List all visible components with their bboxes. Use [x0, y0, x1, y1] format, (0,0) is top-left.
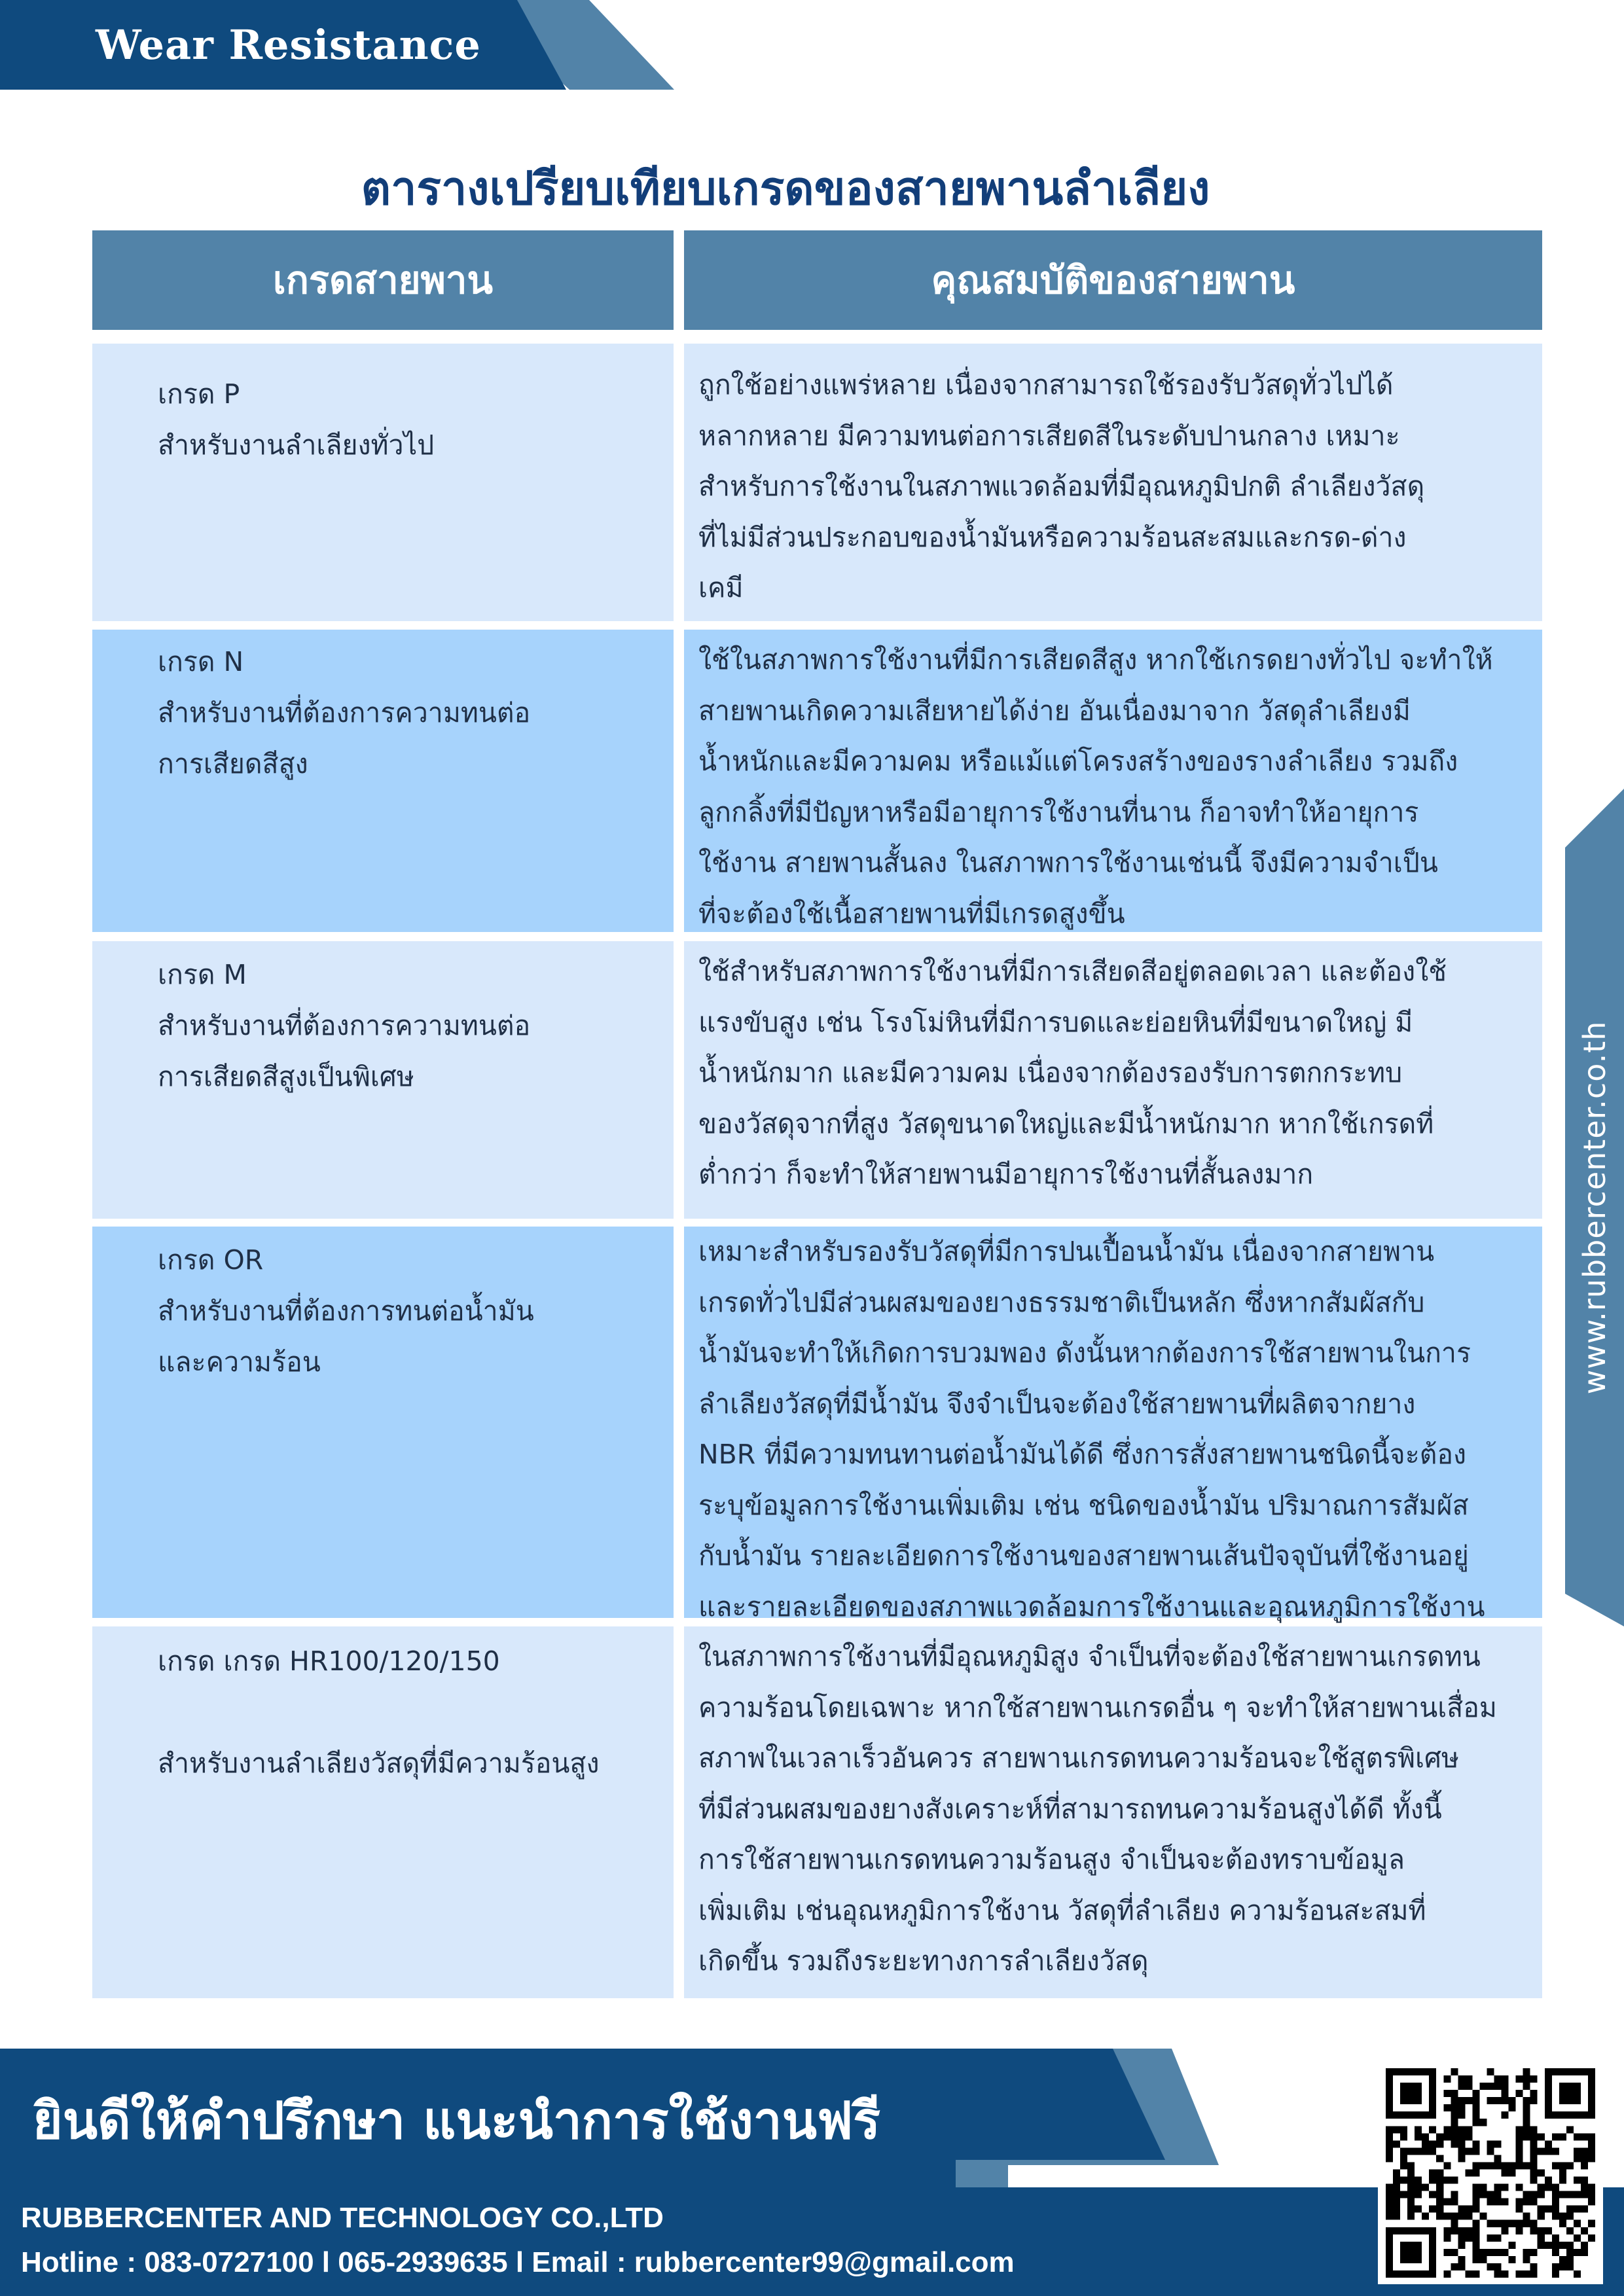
website-url[interactable]: www.rubbercenter.co.th — [1577, 1020, 1612, 1395]
desc-line: สภาพในเวลาเร็วอันควร สายพานเกรดทนความร้อนจะใช้สูตรพิเศษ — [698, 1742, 1460, 1774]
desc-line: ใช้ในสภาพการใช้งานที่มีการเสียดสีสูง หากใช้เกรดยางทั่วไป จะทำให้ — [698, 644, 1493, 675]
desc-line: น้ำหนักมาก และมีความคม เนื่องจากต้องรองรับการตกกระทบ — [698, 1057, 1403, 1088]
grade-usage: สำหรับงานที่ต้องการความทนต่อ — [158, 697, 531, 728]
desc-line: ที่มีส่วนผสมของยางสังเคราะห์ที่สามารถทนความร้อนสูงได้ดี ทั้งนี้ — [698, 1793, 1442, 1825]
grade-name: เกรด เกรด HR100/120/150 — [158, 1645, 500, 1677]
grade-usage: สำหรับงานที่ต้องการทนต่อน้ำมัน — [158, 1295, 534, 1327]
grade-name: เกรด P — [158, 378, 240, 410]
company-name: RUBBERCENTER AND TECHNOLOGY CO.,LTD — [21, 2202, 664, 2234]
desc-line: ใช้งาน สายพานสั้นลง ในสภาพการใช้งานเช่นนี้ จึงมีความจำเป็น — [698, 847, 1438, 878]
grade-usage: การเสียดสีสูงเป็นพิเศษ — [158, 1061, 414, 1092]
column-header-properties: คุณสมบัติของสายพาน — [684, 230, 1542, 330]
contact-info — [21, 2246, 1015, 2279]
qr-code-icon — [1384, 2068, 1597, 2278]
banner-title: Wear Resistance — [96, 21, 481, 69]
table-row-grade-p — [92, 344, 674, 621]
table-row-grade-n — [92, 630, 674, 932]
grade-name: เกรด OR — [158, 1244, 264, 1276]
table-row-grade-hr — [92, 1626, 674, 1998]
desc-line: กับน้ำมัน รายละเอียดการใช้งานของสายพานเส้นปัจจุบันที่ใช้งานอยู่ — [698, 1540, 1469, 1571]
desc-line: ต่ำกว่า ก็จะทำให้สายพานมีอายุการใช้งานที่สั้นลงมาก — [698, 1158, 1314, 1190]
desc-line: ลำเลียงวัสดุที่มีน้ำมัน จึงจำเป็นจะต้องใช้สายพานที่ผลิตจากยาง — [698, 1388, 1416, 1420]
table-row-desc-hr — [684, 1626, 1542, 1998]
desc-line: สายพานเกิดความเสียหายได้ง่าย อันเนื่องมาจาก วัสดุลำเลียงมี — [698, 694, 1411, 726]
top-banner — [0, 0, 681, 92]
table-row-grade-m — [92, 941, 674, 1219]
table-row-desc-n — [684, 630, 1542, 932]
grade-name: เกรด N — [158, 646, 244, 677]
grade-usage: สำหรับงานลำเลียงวัสดุที่มีความร้อนสูง — [158, 1748, 600, 1779]
desc-line: สำหรับการใช้งานในสภาพแวดล้อมที่มีอุณหภูมิปกติ ลำเลียงวัสดุ — [698, 471, 1425, 502]
table-row-desc-m — [684, 941, 1542, 1219]
contact-text[interactable]: Hotline : 083-0727100 l 065-2939635 l Email : rubbercenter99@gmail.com — [21, 2246, 1015, 2278]
desc-line: เหมาะสำหรับรองรับวัสดุที่มีการปนเปื้อนน้ำมัน เนื่องจากสายพาน — [698, 1236, 1435, 1267]
page-title: ตารางเปรียบเทียบเกรดของสายพานลำเลียง — [361, 162, 1210, 215]
slogan: ยินดีให้คำปรึกษา แนะนำการใช้งานฟรี — [33, 2092, 881, 2151]
desc-line: ระบุข้อมูลการใช้งานเพิ่มเติม เช่น ชนิดของน้ำมัน ปริมาณการสัมผัส — [698, 1489, 1469, 1521]
table-row-desc-or — [684, 1227, 1542, 1623]
desc-line: ของวัสดุจากที่สูง วัสดุขนาดใหญ่และมีน้ำหนักมาก หากใช้เกรดที่ — [698, 1107, 1434, 1139]
grade-spacer — [158, 1687, 674, 1738]
grade-name: เกรด M — [158, 959, 247, 990]
table-row-desc-p — [684, 344, 1542, 621]
desc-line: ที่จะต้องใช้เนื้อสายพานที่มีเกรดสูงขึ้น — [698, 897, 1125, 929]
desc-line: ในสภาพการใช้งานที่มีอุณหภูมิสูง จำเป็นที่จะต้องใช้สายพานเกรดทน — [698, 1641, 1481, 1672]
desc-line: ลูกกลิ้งที่มีปัญหาหรือมีอายุการใช้งานที่นาน ก็อาจทำให้อายุการ — [698, 796, 1419, 828]
grade-usage: การเสียดสีสูง — [158, 748, 308, 780]
desc-line: แรงขับสูง เช่น โรงโม่หินที่มีการบดและย่อยหินที่มีขนาดใหญ่ มี — [698, 1006, 1413, 1038]
table-row-grade-or — [92, 1227, 674, 1618]
desc-line: NBR ที่มีความทนทานต่อน้ำมันได้ดี ซึ่งการสั่งสายพานชนิดนี้จะต้อง — [698, 1439, 1466, 1470]
desc-line: เคมี — [698, 572, 744, 603]
desc-line: หลากหลาย มีความทนต่อการเสียดสีในระดับปานกลาง เหมาะ — [698, 420, 1400, 452]
desc-line: น้ำหนักและมีความคม หรือแม้แต่โครงสร้างของรางลำเลียง รวมถึง — [698, 745, 1458, 777]
grade-usage: สำหรับงานที่ต้องการความทนต่อ — [158, 1010, 531, 1041]
grade-usage: สำหรับงานลำเลียงทั่วไป — [158, 429, 435, 461]
desc-line: น้ำมันจะทำให้เกิดการบวมพอง ดังนั้นหากต้องการใช้สายพานในการ — [698, 1337, 1471, 1369]
desc-line: ความร้อนโดยเฉพาะ หากใช้สายพานเกรดอื่น ๆ จะทำให้สายพานเสื่อม — [698, 1691, 1497, 1723]
desc-line: เพิ่มเติม เช่นอุณหภูมิการใช้งาน วัสดุที่ลำเลียง ความร้อนสะสมที่ — [698, 1894, 1426, 1926]
qr-code[interactable] — [1378, 2062, 1603, 2284]
desc-line: ใช้สำหรับสภาพการใช้งานที่มีการเสียดสีอยู่ตลอดเวลา และต้องใช้ — [698, 956, 1447, 987]
desc-line: เกิดขึ้น รวมถึงระยะทางการลำเลียงวัสดุ — [698, 1945, 1149, 1977]
grade-usage: และความร้อน — [158, 1346, 321, 1378]
column-header-grade: เกรดสายพาน — [92, 230, 674, 330]
desc-line: เกรดทั่วไปมีส่วนผสมของยางธรรมชาติเป็นหลัก ซึ่งหากสัมผัสกับ — [698, 1286, 1425, 1318]
desc-line: ที่ไม่มีส่วนประกอบของน้ำมันหรือความร้อนสะสมและกรด-ด่าง — [698, 521, 1407, 553]
desc-line: ถูกใช้อย่างแพร่หลาย เนื่องจากสามารถใช้รองรับวัสดุทั่วไปได้ — [698, 369, 1394, 401]
desc-line: การใช้สายพานเกรดทนความร้อนสูง จำเป็นจะต้องทราบข้อมูล — [698, 1844, 1405, 1875]
desc-line: และรายละเอียดของสภาพแวดล้อมการใช้งานและอุณหภูมิการใช้งาน — [698, 1590, 1485, 1623]
